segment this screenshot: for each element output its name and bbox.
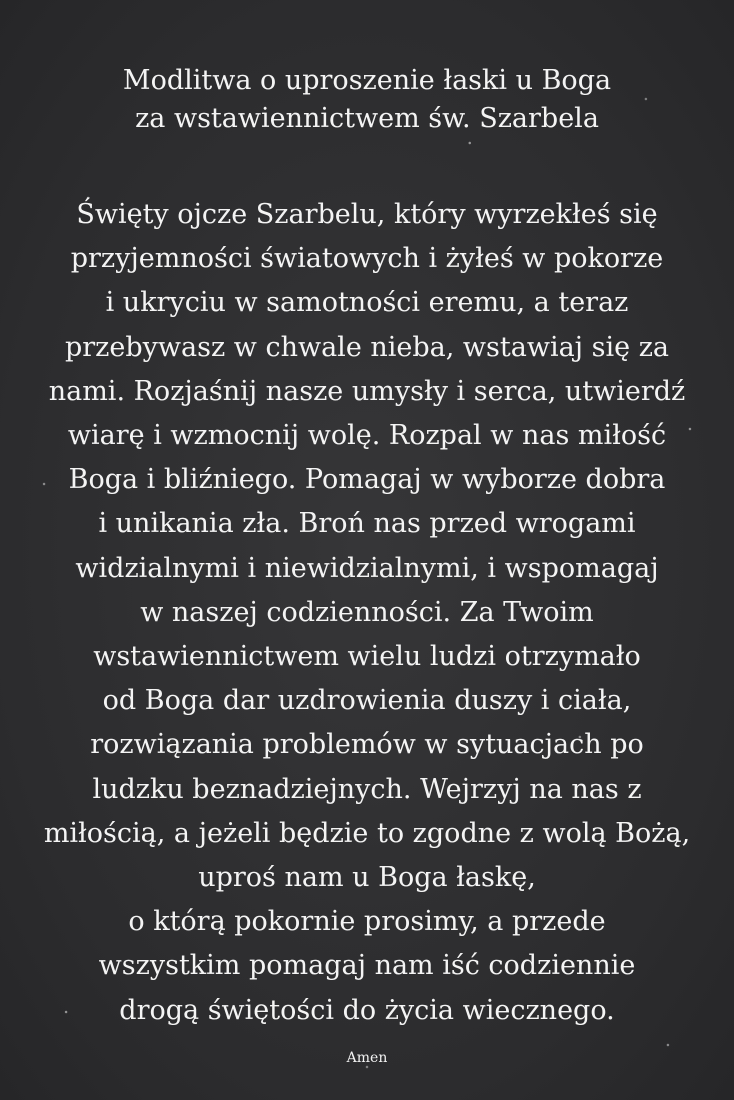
prayer-line: miłością, a jeżeli będzie to zgodne z wolą Bożą,	[43, 817, 691, 849]
prayer-line: ludzku beznadziejnych. Wejrzyj na nas z	[92, 773, 642, 805]
prayer-line: i unikania zła. Broń nas przed wrogami	[98, 508, 636, 540]
prayer-line: przyjemności światowych i żyłeś w pokorze	[70, 243, 664, 275]
prayer-line: wstawiennictwem wielu ludzi otrzymało	[93, 641, 641, 673]
prayer-line: Boga i bliźniego. Pomagaj w wyborze dobra	[68, 464, 666, 496]
prayer-line: Święty ojcze Szarbelu, który wyrzekłeś się	[76, 199, 658, 230]
prayer-text	[0, 193, 734, 1033]
prayer-line: uproś nam u Boga łaskę,	[198, 862, 536, 894]
prayer-line: rozwiązania problemów w sytuacjach po	[90, 729, 644, 761]
prayer-line: nami. Rozjaśnij nasze umysły i serca, utwierdź	[48, 375, 686, 407]
prayer-line: wiarę i wzmocnij wolę. Rozpal w nas miłość	[67, 420, 667, 452]
prayer-line: widzialnymi i niewidzialnymi, i wspomagaj	[75, 552, 659, 584]
prayer-title	[0, 62, 734, 138]
prayer-line: o którą pokornie prosimy, a przede	[128, 906, 606, 938]
prayer-line: przebywasz w chwale nieba, wstawiaj się za	[64, 331, 670, 363]
prayer-closing: Amen	[346, 1050, 388, 1066]
prayer-line: drogą świętości do życia wiecznego.	[119, 994, 615, 1026]
prayer-line: w naszej codzienności. Za Twoim	[140, 596, 594, 628]
prayer-line: od Boga dar uzdrowienia duszy i ciała,	[102, 685, 632, 717]
title-line: za wstawiennictwem św. Szarbela	[135, 103, 599, 134]
prayer-line: wszystkim pomagaj nam iść codziennie	[98, 950, 636, 982]
prayer-line: i ukryciu w samotności eremu, a teraz	[105, 287, 629, 319]
title-line: Modlitwa o uproszenie łaski u Boga	[122, 65, 612, 96]
